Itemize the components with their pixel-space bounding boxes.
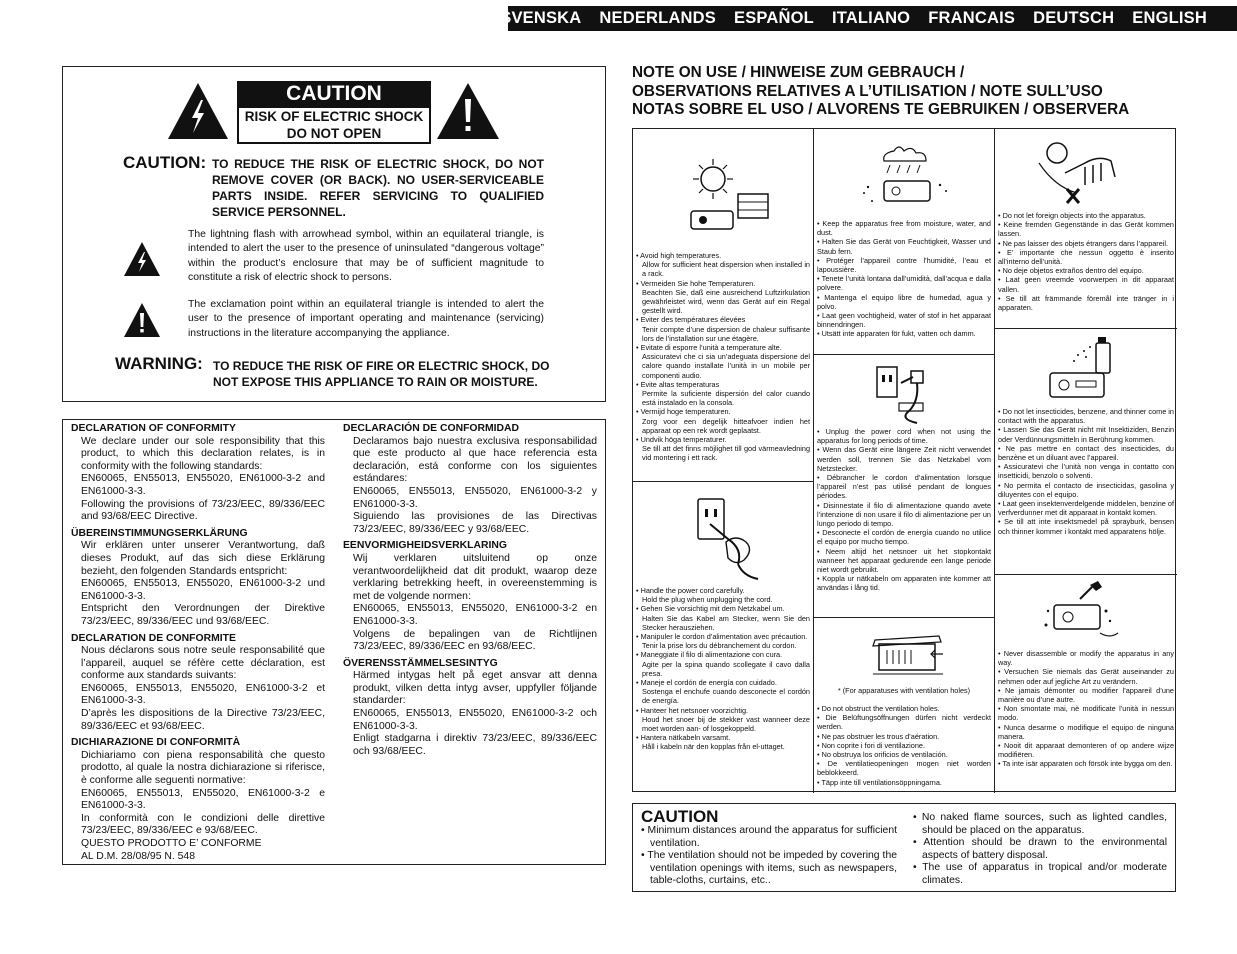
caution-footer-right (913, 812, 1167, 888)
note-line: • Disinnestate il filo di alimentazione quando avete l’intenzione di non usare il filo di alimentazione per un lungo periodo di tempo. (817, 500, 991, 529)
declaration-column-left (71, 423, 325, 867)
note-line: Tenir compte d’une dispersion de chaleur suffisante lors de l’installation sur une étagère. (642, 324, 810, 343)
caution-footer-title: CAUTION (641, 807, 719, 826)
declaration-heading: ÖVERENSSTÄMMELSESINTYG (343, 657, 498, 669)
lightning-description: The lightning flash with arrowhead symbol, within an equilateral triangle, is intended to alert the user to the presence of uninsulated “dangerous voltage” within the product’s enclosure that may be of sufficient magnitude to constitute a risk of electric shock to persons. (188, 229, 544, 283)
note-line: • Never disassemble or modify the apparatus in any way. (998, 649, 1174, 668)
note-line: • Evite altas temperaturas (636, 379, 720, 389)
declaration-body: Declaramos bajo nuestra exclusiva responsabilidad que este producto al que hace referencia esta declaración, está conforme con los siguientes estándares: EN60065, EN55013, EN55020, EN61000-3-2 y EN61000-3-3. Siguiendo las provisiones de las Directivas 73/23/EEC, 89/336/EEC y 93/68/EEC. (353, 435, 597, 535)
declaration-item (343, 658, 597, 759)
note-line: • Vermijd hoge temperaturen. (636, 407, 731, 417)
note-line: Halten Sie das Kabel am Stecker, wenn Sie den Stecker herausziehen. (642, 613, 810, 632)
note-line: • Tenete l’unità lontana dall’umidità, dall’acqua e dalla polvere. (817, 274, 991, 293)
note-line: • Protéger l’appareil contre l’humidité, l’eau et lapoussière. (817, 255, 991, 275)
ventilation-note: * (For apparatuses with ventilation holes) (837, 686, 971, 695)
declaration-body: Nous déclarons sous notre seule responsabilité que l’appareil, auquel se réfère cette déclaration, est conforme aux standards suivants: EN60065, EN55013, EN55020, EN61000-3-2 et EN61000-3-3. D’après les dispositions de la Directive 73/23/EEC, 89/336/EEC et 93/68/EEC. (81, 645, 325, 732)
note-line: • No obstruya los orificios de ventilación. (817, 750, 948, 760)
note-cell-insecticide (995, 329, 1177, 575)
note-line: • Hanteer het netsnoer voorzichtig. (636, 705, 749, 715)
note-text-foreign-objects (998, 211, 1174, 312)
notes-title-line: NOTAS SOBRE EL USO / ALVORENS TE GEBRUIKEN / OBSERVERA (632, 101, 1130, 118)
note-line: Assicuratevi che ci sia un’adeguata dispersione del calore quando installate l’unità in un mobile per componenti audio. (642, 352, 810, 380)
caution-label-block (237, 81, 431, 144)
declaration-item (343, 540, 597, 653)
declaration-heading: DECLARATION DE CONFORMITE (71, 632, 236, 644)
warning-heading: WARNING: (115, 354, 203, 373)
caution-footer-item: • Minimum distances around the apparatus for sufficient ventilation. (641, 825, 897, 849)
note-line: Agite per la spina quando scollegate il cavo dalla presa. (642, 659, 810, 678)
note-line: • Débrancher le cordon d’alimentation lorsque l’appareil n’est pas utilisé pendant de longues périodes. (817, 473, 991, 501)
notes-title (632, 64, 1192, 120)
notes-grid (632, 128, 1176, 792)
note-cell-moisture (814, 129, 995, 355)
note-line: • Nooit dit apparaat demonteren of op andere wijze modifiëren. (998, 741, 1174, 760)
caution-footer-left (641, 825, 897, 888)
declaration-body: Wir erklären unter unserer Verantwortung, daß dieses Produkt, auf das sich diese Erklärung bezieht, den folgenden Standards entspricht: EN60065, EN55013, EN55020, EN61000-3-2 und EN61000-3-3. Entspricht den Verordnungen der Direktive 73/23/EEC, 89/336/EEC und 93/68/EEC. (81, 540, 325, 627)
note-line: • Do not obstruct the ventilation holes. (817, 704, 940, 713)
note-line: • Keep the apparatus free from moisture, water, and dust. (817, 219, 991, 238)
note-line: Zorg voor een degelijk hitteafvoer indien het apparaat op een rek wordt geplaatst. (642, 416, 810, 435)
sun-heat-illustration-icon (683, 139, 773, 239)
declaration-item (71, 633, 325, 734)
note-text-heat (636, 251, 810, 463)
note-line: • Neem altijd het netsnoer uit het stopkontakt wanneer het apparaat gedurende een lange periode niet wordt gebruikt. (817, 546, 991, 575)
note-line: • Keine fremden Gegenstände in das Gerät kommen lassen. (998, 220, 1174, 239)
declaration-heading: DICHIARAZIONE DI CONFORMITÀ (71, 737, 241, 749)
declaration-heading: ÜBEREINSTIMMUNGSERKLÄRUNG (71, 527, 248, 539)
caution-text: TO REDUCE THE RISK OF ELECTRIC SHOCK, DO NOT REMOVE COVER (OR BACK). NO USER-SERVICEABLE PARTS INSIDE. REFER SERVICING TO QUALIFIED SERVICE PERSONNEL. (212, 157, 544, 219)
warning-text: TO REDUCE THE RISK OF FIRE OR ELECTRIC SHOCK, DO NOT EXPOSE THIS APPLIANCE TO RAIN OR MOISTURE. (213, 359, 550, 389)
note-cell-unplug (814, 355, 995, 618)
note-cell-foreign-objects (995, 129, 1177, 329)
note-text-ventilation (817, 704, 991, 787)
note-line: • Non smontate mai, nè modificate l’unità in nessun modo. (998, 704, 1174, 723)
caution-footer-item: • The ventilation should not be impeded by covering the ventilation openings with items, such as newspapers, table-cloths, curtains, etc.. (641, 850, 897, 887)
note-line: Sostenga el enchufe cuando desconecte el cordón de energía. (642, 687, 810, 706)
note-line: • Unplug the power cord when not using the apparatus for long periods of time. (817, 427, 991, 446)
declaration-item (343, 423, 597, 536)
note-line: • Halten Sie das Gerät von Feuchtigkeit, Wasser und Staub fern. (817, 237, 991, 256)
caution-footer-box (632, 803, 1176, 892)
foreign-objects-illustration-icon (1035, 133, 1125, 209)
note-line: • Ne pas laisser des objets étrangers dans l’appareil. (998, 238, 1169, 248)
exclamation-warning-icon (436, 82, 500, 140)
ventilation-illustration-icon (869, 624, 949, 684)
note-line: • Non coprite i fori di ventilazione. (817, 740, 926, 750)
note-line: • Mantenga el equipo libre de humedad, agua y polvo. (817, 292, 991, 311)
spray-can-illustration-icon (1040, 337, 1124, 407)
note-line: • Avoid high temperatures. (636, 251, 722, 260)
note-line: • Se till att inte insektsmedel på sprayburk, bensen och thinner kommer i kontakt med apparatens hölje. (998, 517, 1174, 536)
note-line: • Ne jamais démonter ou modifier l’appareil d’une manière ou d’une autre. (998, 685, 1174, 705)
declaration-heading: DECLARACIÓN DE CONFORMIDAD (343, 423, 520, 434)
note-line: • De ventilatieopeningen mogen niet worden beblokkeerd. (817, 759, 991, 778)
declaration-body: Wij verklaren uitsluitend op onze verantwoordelijkheid dat dit produkt, waarop deze verklaring betrekking heeft, in overeenstemming is met de volgende normen: EN60065, EN55013, EN55020, EN61000-3-2 en EN61000-3-3. Volgens de bepalingen van de Richtlijnen 73/23/EEC, 89/336/EEC en 93/68/EEC. (353, 552, 597, 653)
note-line: Allow for sufficient heat dispersion when installed in a rack. (642, 260, 810, 279)
declaration-heading: EENVORMIGHEIDSVERKLARING (343, 540, 507, 552)
note-line: Se till att det finns möjlighet till god värmeavledning vid montering i ett rack. (642, 444, 810, 463)
note-line: • Koppla ur nätkabeln om apparaten inte kommer att användas i lång tid. (817, 574, 991, 593)
caution-subtitle (237, 106, 431, 144)
hand-plug-illustration-icon (688, 494, 768, 584)
note-line: • Laat geen vochtigheid, water of stof in het apparaat binnendringen. (817, 311, 991, 330)
note-line: • Maneggiate il filo di alimentazione con cura. (636, 650, 783, 660)
language-label: ESPAÑOL (734, 9, 814, 27)
note-line: • Desconecte el cordón de energía cuando no utilice el equipo por mucho tiempo. (817, 528, 991, 547)
lightning-warning-icon (167, 82, 229, 140)
note-line: • Hantera nätkabeln varsamt. (636, 733, 731, 743)
language-label: DEUTSCH (1033, 9, 1115, 27)
note-text-insecticide (998, 407, 1174, 536)
caution-title: CAUTION (237, 81, 431, 106)
language-label: ITALIANO (831, 9, 911, 27)
unplug-cord-illustration-icon (869, 363, 949, 427)
note-line: Permite la suficiente dispersión del calor cuando está instalado en la consola. (642, 389, 810, 408)
note-line: • Täpp inte till ventilationsöppningarna. (817, 777, 942, 787)
note-line: • Do not let insecticides, benzene, and thinner come in contact with the apparatus. (998, 407, 1174, 426)
note-line: • Die Belüftungsöffnungen dürfen nicht verdeckt werden. (817, 713, 991, 732)
declaration-body: Dichiariamo con piena responsabilità che questo prodotto, al quale la nostra dichiarazione si riferisce, è conforme alle seguenti normative: EN60065, EN55013, EN55020, EN61000-3-2 e EN61000-3-3. In conformità con le condizioni delle direttive 73/23/EEC, 89/336/EEC e 93/68/EEC. QUESTO PRODOTTO E’ CONFORME AL D.M. 28/08/95 N. 548 (81, 749, 325, 862)
note-line: • No deje objetos extraños dentro del equipo. (998, 266, 1144, 276)
declaration-box (62, 419, 606, 865)
note-line: • Utsätt inte apparaten för fukt, vatten och damm. (817, 329, 976, 339)
caution-heading: CAUTION: (123, 153, 207, 172)
note-line: • Versuchen Sie niemals das Gerät auseinander zu nehmen oder auf jegliche Art zu verändern. (998, 667, 1174, 686)
lightning-symbol-icon (123, 241, 161, 277)
language-label: FRANCAIS (928, 9, 1016, 27)
note-line: • E’ importante che nessun oggetto è inserito all’interno dell’unità. (998, 247, 1174, 267)
note-line: • Maneje el cordón de energía con cuidado. (636, 678, 777, 688)
note-line: • Assicuratevi che l’unità non venga in contatto con insetticidi, benzolo o solventi. (998, 462, 1174, 481)
note-line: • Nunca desarme o modifique el equipo de ninguna manera. (998, 722, 1174, 741)
note-line: • Eviter des températures élevées (636, 315, 746, 325)
exclamation-description: The exclamation point within an equilateral triangle is intended to alert the user to the presence of important operating and maintenance (servicing) instructions in the literature accompanying the appliance. (188, 299, 544, 339)
note-cell-heat (633, 129, 814, 482)
declaration-item (71, 423, 325, 524)
caution-box (62, 66, 606, 402)
note-line: • Vermeiden Sie hohe Temperaturen. (636, 278, 756, 288)
note-cell-ventilation (814, 618, 995, 793)
note-line: • Ta inte isär apparaten och försök inte bygga om den. (998, 759, 1173, 769)
notes-title-line: NOTE ON USE / HINWEISE ZUM GEBRAUCH / (632, 64, 965, 81)
declaration-body: We declare under our sole responsibility that this product, to which this declaration relates, is in conformity with the following standards: EN60065, EN55013, EN55020, EN61000-3-2 and EN61000-3-3. Following the provisions of 73/23/EEC, 89/336/EEC and 93/68/EEC Directive. (81, 435, 325, 523)
language-label: SVENSKA (500, 9, 582, 27)
caution-footer-item: • No naked flame sources, such as lighted candles, should be placed on the apparatus. (913, 812, 1167, 836)
declaration-column-right (343, 423, 597, 762)
note-line: • Ne pas mettre en contact des insecticides, du benzène et un diluant avec l’appareil. (998, 443, 1174, 463)
declaration-item (71, 737, 325, 863)
note-line: • Manipuler le cordon d’alimentation avec précaution. (636, 632, 808, 642)
note-line: • Gehen Sie vorsichtig mit dem Netzkabel um. (636, 604, 785, 614)
notes-title-line: OBSERVATIONS RELATIVES A L’UTILISATION / NOTE SULL’USO (632, 82, 1103, 100)
disassemble-illustration-icon (1040, 581, 1124, 647)
note-line: Beachten Sie, daß eine ausreichend Luftzirkulation gewährleistet wird, wenn das Gerät auf ein Regal gestellt wird. (642, 287, 810, 316)
note-line: • No permita el contacto de insecticidas, gasolina y diluyentes con el equipo. (998, 480, 1174, 499)
language-label: ENGLISH (1132, 9, 1207, 27)
language-label: NEDERLANDS (599, 9, 716, 27)
caution-subtitle-line-2: DO NOT OPEN (286, 126, 382, 141)
exclamation-symbol-icon (123, 302, 161, 338)
note-line: • Evitate di esporre l’unità a temperature alte. (636, 343, 782, 353)
declaration-heading: DECLARATION OF CONFORMITY (71, 423, 236, 434)
note-text-disassemble (998, 649, 1174, 769)
caution-footer-item: • The use of apparatus in tropical and/or moderate climates. (913, 862, 1167, 886)
declaration-item (71, 528, 325, 629)
note-text-unplug (817, 427, 991, 593)
note-line: • Lassen Sie das Gerät nicht mit Insektiziden, Benzin oder Verdünnungsmitteln in Berührung kommen. (998, 425, 1174, 444)
note-line: Houd het snoer bij de stekker vast wanneer deze moet worden aan- of losgekoppeld. (642, 714, 810, 734)
note-cell-disassemble (995, 575, 1177, 793)
note-text-handle-cord (636, 586, 810, 752)
note-text-moisture (817, 219, 991, 339)
declaration-body: Härmed intygas helt på eget ansvar att denna produkt, vilken detta intyg avser, uppfyller följande standarder: EN60065, EN55013, EN55020, EN61000-3-2 och EN61000-3-3. Enligt stadgarna i direktiv 73/23/EEC, 89/336/EEC och 93/68/EEC. (353, 670, 597, 757)
note-line: • Se till att främmande föremål inte tränger in i apparaten. (998, 293, 1174, 313)
moisture-dust-illustration-icon (854, 141, 954, 213)
note-line: • Handle the power cord carefully. (636, 586, 745, 595)
caution-footer-item: • Attention should be drawn to the environmental aspects of battery disposal. (913, 837, 1167, 861)
note-line: Tenir la prise lors du débranchement du cordon. (642, 641, 797, 651)
note-line: • Wenn das Gerät eine längere Zeit nicht verwendet werden soll, trennen Sie das Netzkabel vom Netzstecker. (817, 445, 991, 473)
note-line: • Undvik höga temperaturer. (636, 435, 727, 445)
note-line: • Do not let foreign objects into the apparatus. (998, 211, 1146, 220)
language-bar (500, 6, 1237, 31)
note-line: • Ne pas obstruer les trous d’aération. (817, 731, 940, 741)
note-cell-handle-cord (633, 482, 814, 793)
note-line: Håll i kabeln när den kopplas från el-uttaget. (642, 742, 785, 752)
note-line: • Laat geen vreemde voorwerpen in dit apparaat vallen. (998, 275, 1174, 294)
note-line: Hold the plug when unplugging the cord. (642, 595, 773, 605)
note-line: • Laat geen insektenverdelgende middelen, benzine of verfverdunner met dit apparaat in kontakt komen. (998, 499, 1174, 518)
caution-subtitle-line-1: RISK OF ELECTRIC SHOCK (244, 109, 424, 124)
